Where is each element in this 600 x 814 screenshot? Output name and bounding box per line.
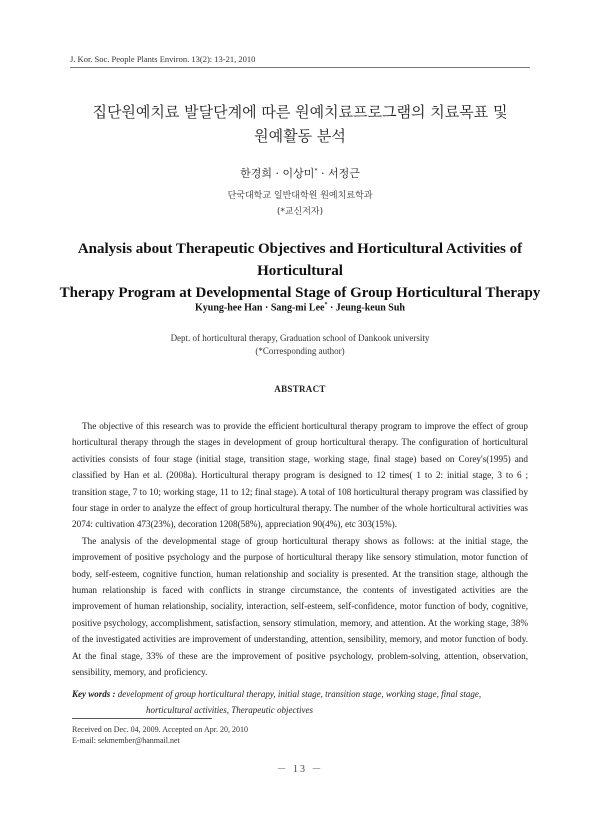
keywords: [72, 686, 528, 718]
korean-title-line2: 원예활동 분석: [254, 127, 346, 145]
corresponding-mark: *: [314, 167, 318, 175]
english-authors: [0, 302, 600, 313]
korean-affiliation: 단국대학교 일반대학원 원예치료학과: [227, 191, 373, 201]
author-separator: ·: [275, 167, 280, 180]
english-title: [40, 238, 560, 304]
korean-title-line1: 집단원예치료 발달단계에 따른 원예치료프로그램의 치료목표 및: [92, 103, 508, 121]
english-affiliation: Dept. of horticultural therapy, Graduation school of Dankook university: [170, 333, 430, 343]
journal-header: J. Kor. Soc. People Plants Environ. 13(2): 13-21, 2010: [70, 54, 256, 64]
keywords-line1: development of group horticultural therapy, initial stage, transition stage, working stage, final stage,: [117, 689, 482, 699]
korean-authors: [0, 165, 600, 181]
korean-corresponding: (*교신저자): [276, 207, 324, 217]
english-title-line2: Therapy Program at Developmental Stage of Group Horticultural Therapy: [59, 285, 541, 301]
author-separator: ·: [265, 302, 269, 314]
page-number: － 13 －: [276, 764, 324, 775]
footnote: [72, 724, 248, 746]
korean-author-2: 이상미: [282, 167, 315, 180]
header-rule: [70, 67, 530, 68]
english-author-2: Sang-mi Lee: [270, 302, 325, 314]
english-title-line1: Analysis about Therapeutic Objectives and Horticultural Activities of Horticultural: [77, 241, 523, 279]
abstract-paragraph-2: The analysis of the developmental stage of group horticultural therapy shows as follows: at the initial stage, the improvement of positive psychology and the purpose of horticultural therapy like sensory stimulation, motor function of body, self-esteem, cognitive function, human relationship and sociality is presented. At the transition stage, although the human relationship is faced with conflicts in strange circumstance, the contents of investigated activities are the improvement of human relationship, sociality, interaction, self-esteem, self-confidence, motor function of body, cognitive, positive psychology, accomplishment, satisfaction, sensory stimulation, memory, and attention. At the working stage, 38% of the investigated activities are improvement of understanding, attention, sensibility, memory, and motor function of body. At the final stage, 33% of these are the improvement of positive psychology, problem-solving, attention, observation, sensibility, memory, and proficiency.: [72, 535, 528, 678]
abstract-paragraph-1: The objective of this research was to provide the efficient horticultural therapy program to improve the effect of group horticultural therapy through the stages in development of group horticultural therapy. The configuration of horticultural activities consists of four stage (initial stage, transition stage, working stage, final stage) based on Corey's(1995) and classified by Han et al. (2008a). Horticultural therapy program is designed to 12 times( 1 to 2: initial stage, 3 to 6 ; transition stage, 7 to 10; working stage, 11 to 12; final stage). A total of 108 horticultural therapy program was classified by four stage in order to analyze the effect of group horticultural therapy. The number of the whole horticultural activities was 2074: cultivation 473(23%), decoration 1208(58%), appreciation 90(4%), etc 303(15%).: [72, 421, 528, 530]
footnote-rule: [72, 718, 212, 719]
author-separator: ·: [320, 167, 325, 180]
english-corresponding: (*Corresponding author): [255, 346, 345, 356]
author-separator: ·: [329, 302, 334, 314]
keywords-line2: horticultural activities, Therapeutic objectives: [146, 705, 313, 715]
korean-affiliation-block: [0, 188, 600, 220]
korean-author-3: 서정근: [327, 167, 360, 180]
abstract-heading: ABSTRACT: [274, 384, 326, 394]
received-dates: Received on Dec. 04, 2009. Accepted on Apr. 20, 2010: [72, 725, 248, 734]
keywords-label: Key words :: [72, 689, 116, 699]
abstract-body: [72, 418, 528, 681]
english-author-1: Kyung-hee Han: [194, 302, 263, 314]
korean-title: [60, 100, 540, 148]
english-author-3: Jeung-keun Suh: [335, 302, 405, 314]
corresponding-mark: *: [324, 302, 328, 308]
author-email: E-mail: sekmember@hanmail.net: [72, 736, 180, 745]
korean-author-1: 한경희: [240, 167, 273, 180]
english-affiliation-block: [0, 332, 600, 358]
